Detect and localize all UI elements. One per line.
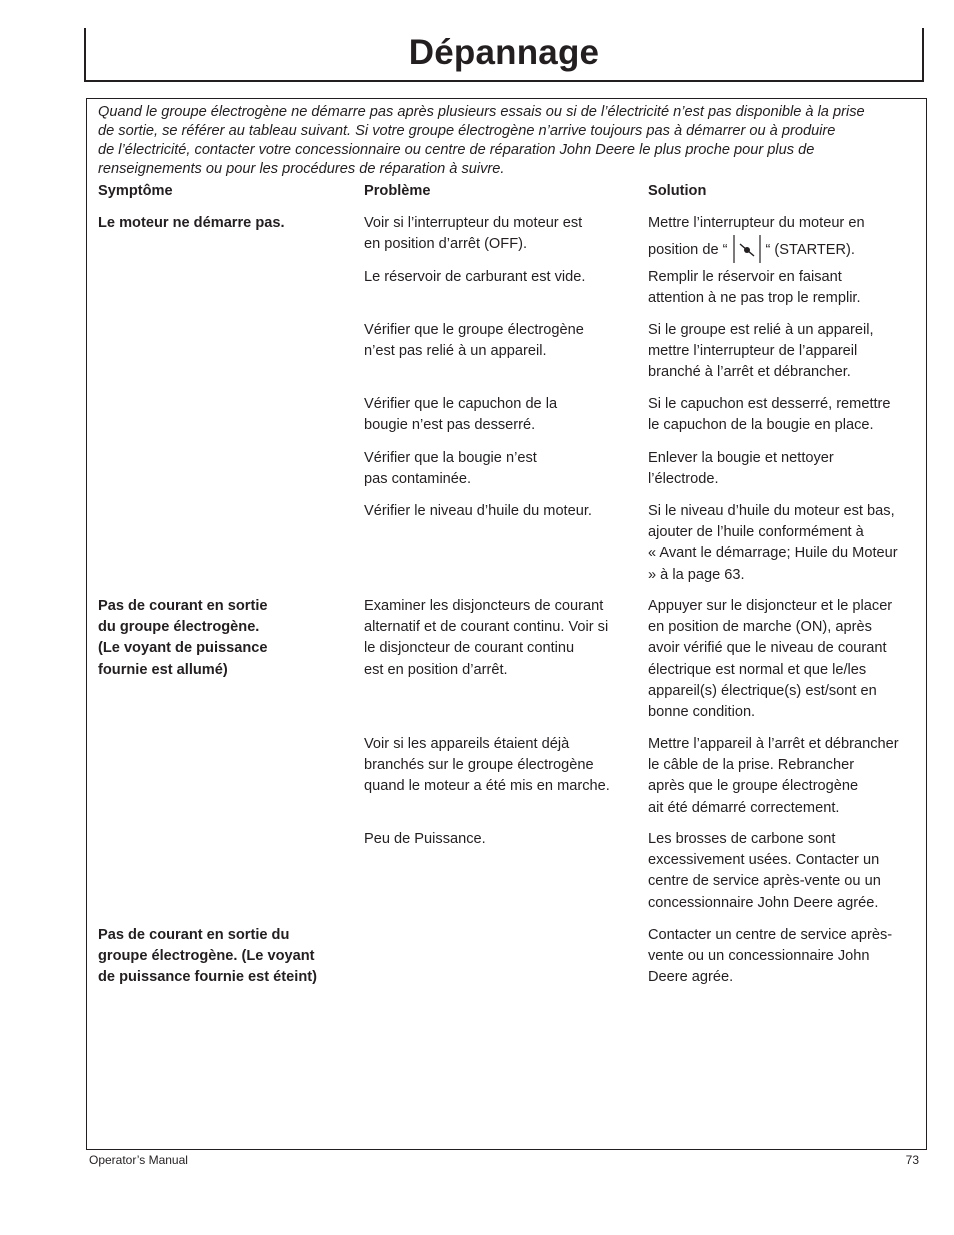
solution-cell [648,829,923,914]
solution-line: Appuyer sur le disjoncteur et le placer [648,598,893,614]
problem-line: Voir si les appareils étaient déjà [364,736,570,752]
header-problem: Problème [364,183,431,199]
solution-line: attention à ne pas trop le remplir. [648,290,861,307]
problem-cell [364,320,634,362]
problem-line: Vérifier que le groupe électrogène [364,322,584,338]
solution-line-with-icon [648,234,923,271]
solution-line: centre de service après-vente ou un [648,873,881,890]
problem-cell [364,267,634,288]
solution-line: avoir vérifié que le niveau de courant [648,640,887,657]
problem-cell [364,394,634,436]
header-solution: Solution [648,183,707,199]
solution-line: en position de marche (ON), après [648,619,872,636]
solution-cell [648,394,923,436]
problem-cell [364,501,634,522]
problem-cell [364,596,634,681]
starter-switch-icon [732,234,762,271]
solution-line: » à la page 63. [648,566,745,583]
intro-line: de l’électricité, contacter votre concessionnaire ou centre de réparation John Deere le plus proche pour plus de [98,142,815,158]
solution-cell [648,213,923,271]
solution-line: Deere agrée. [648,969,734,986]
solution-line: concessionnaire John Deere agrée. [648,894,879,911]
solution-line: « Avant le démarrage; Huile du Moteur [648,545,898,562]
header-symptom: Symptôme [98,183,173,199]
solution-text: position de “ [648,242,728,259]
problem-line: Vérifier que la bougie n’est [364,450,537,466]
solution-cell [648,448,923,490]
footer-page-number: 73 [905,1153,919,1167]
page-title-box [84,28,924,82]
problem-line: quand le moteur a été mis en marche. [364,778,610,795]
solution-line: branché à l’arrêt et débrancher. [648,364,851,381]
page-title: Dépannage [408,33,600,72]
problem-line: est en position d’arrêt. [364,661,508,678]
intro-line: Quand le groupe électrogène ne démarre pas après plusieurs essais ou si de l’électricité n’est pas disponible à la prise [98,104,865,120]
solution-cell [648,320,923,384]
symptom-line: groupe électrogène. (Le voyant [98,948,315,965]
solution-line: mettre l’interrupteur de l’appareil [648,343,858,360]
symptom-line: Pas de courant en sortie du [98,927,290,943]
problem-cell [364,448,634,490]
solution-text: “ (STARTER). [765,242,855,259]
symptom-line: de puissance fournie est éteint) [98,969,317,986]
solution-line: Si le capuchon est desserré, remettre [648,396,891,412]
solution-line: l’électrode. [648,471,719,488]
solution-line: ajouter de l’huile conformément à [648,524,864,541]
symptom-line: Pas de courant en sortie [98,598,268,614]
solution-cell [648,501,923,586]
solution-line: appareil(s) électrique(s) est/sont en [648,682,877,699]
problem-line: le disjoncteur de courant continu [364,640,575,657]
problem-line: pas contaminée. [364,471,472,488]
solution-line: le capuchon de la bougie en place. [648,417,874,434]
problem-cell [364,213,634,255]
solution-line: vente ou un concessionnaire John [648,948,870,965]
problem-line: n’est pas relié à un appareil. [364,343,547,360]
solution-line: après que le groupe électrogène [648,778,859,795]
solution-line: Enlever la bougie et nettoyer [648,450,834,466]
footer-manual-name: Operator’s Manual [89,1153,188,1167]
symptom-line: Le moteur ne démarre pas. [98,215,285,231]
intro-line: de sortie, se référer au tableau suivant. Si votre groupe électrogène n’arrive toujours pas à démarrer ou à produire [98,123,836,139]
symptom-line: (Le voyant de puissance [98,640,268,657]
symptom-line: du groupe électrogène. [98,619,260,636]
symptom-no-output-light-on [98,596,348,681]
solution-line: ait été démarré correctement. [648,799,840,816]
solution-line: Si le groupe est relié à un appareil, [648,322,874,338]
problem-cell [364,734,634,798]
solution-cell [648,596,923,723]
problem-cell [364,829,634,850]
solution-line: bonne condition. [648,704,756,721]
solution-line: Remplir le réservoir en faisant [648,269,842,285]
intro-line: renseignements ou pour les procédures de réparation à suivre. [98,161,505,177]
intro-paragraph [98,103,920,179]
problem-line: alternatif et de courant continu. Voir si [364,619,609,636]
solution-cell [648,267,923,309]
problem-line: Vérifier le niveau d’huile du moteur. [364,503,592,519]
problem-line: bougie n’est pas desserré. [364,417,536,434]
symptom-line: fournie est allumé) [98,661,228,678]
solution-line: Mettre l’interrupteur du moteur en [648,215,865,231]
solution-line: Si le niveau d’huile du moteur est bas, [648,503,895,519]
problem-line: Peu de Puissance. [364,831,486,847]
problem-line: Examiner les disjoncteurs de courant [364,598,604,614]
symptom-engine-no-start [98,213,348,234]
solution-line: Les brosses de carbone sont [648,831,836,847]
solution-line: Contacter un centre de service après- [648,927,893,943]
problem-line: Le réservoir de carburant est vide. [364,269,586,285]
solution-line: le câble de la prise. Rebrancher [648,757,855,774]
problem-line: Vérifier que le capuchon de la [364,396,558,412]
solution-cell [648,925,923,989]
solution-line: Mettre l’appareil à l’arrêt et débrancher [648,736,899,752]
problem-line: branchés sur le groupe électrogène [364,757,594,774]
problem-line: en position d’arrêt (OFF). [364,236,528,253]
symptom-no-output-light-off [98,925,348,989]
solution-line: électrique est normal et que le/les [648,661,867,678]
solution-cell [648,734,923,819]
solution-line: excessivement usées. Contacter un [648,852,880,869]
problem-line: Voir si l’interrupteur du moteur est [364,215,583,231]
troubleshooting-table [86,98,927,1150]
